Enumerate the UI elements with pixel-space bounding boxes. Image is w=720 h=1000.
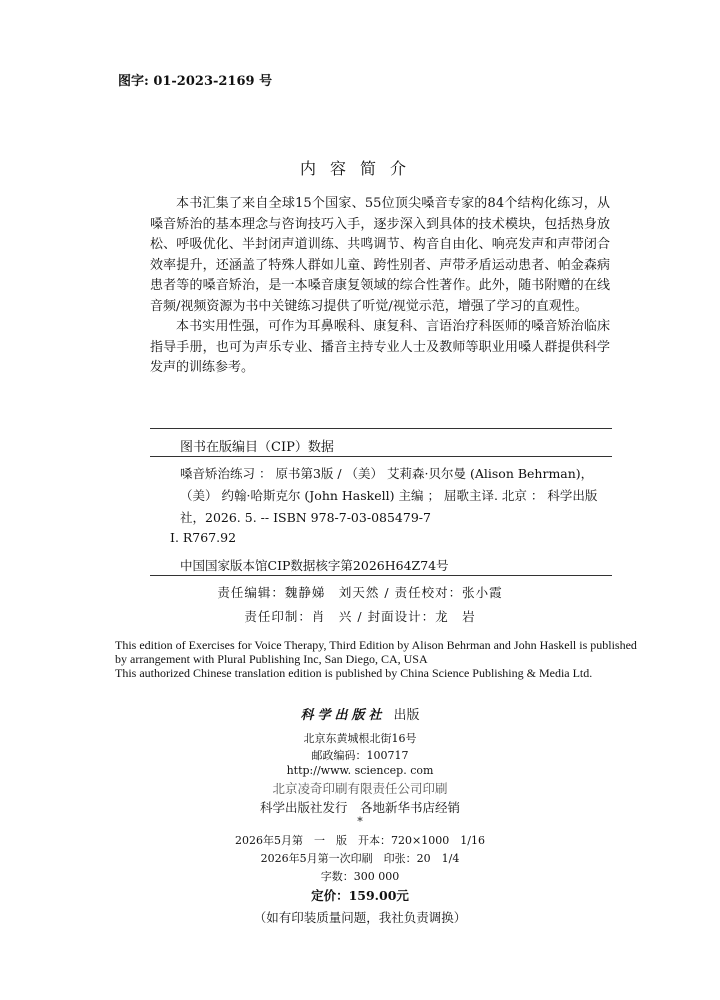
cip-title-rule xyxy=(150,456,612,457)
publisher-postcode: 邮政编码：100717 xyxy=(311,749,409,762)
printer-line: 北京凌奇印刷有限责任公司印刷 xyxy=(272,781,448,796)
distribution-line: 科学出版社发行 各地新华书店经销 xyxy=(259,800,460,815)
registration-number: 图字: 01-2023-2169 号 xyxy=(118,74,273,89)
publisher-suffix: 出版 xyxy=(393,708,420,723)
english-line-3: This authorized Chinese translation edition is published by China Science Publishing & Media Ltd. xyxy=(115,666,593,680)
cip-record xyxy=(150,463,612,529)
english-notice xyxy=(115,638,675,680)
price-line: 定价：159.00元 xyxy=(311,888,409,903)
summary-paragraph-1: 本书汇集了来自全球15个国家、55位顶尖嗓音专家的84个结构化练习，从嗓音矫治的基本理念与咨询技巧入手，逐步深入到具体的技术模块，包括热身放松、呼吸优化、半封闭声道训练、共鸣调节、构音自由化、响亮发声和声带闭合效率提升，还涵盖了特殊人群如儿童、跨性别者、声带矛盾运动患者、帕金森病患者等的嗓音矫治，是一本嗓音康复领域的综合性著作。此外，随书附赠的在线音频/视频资源为书中关键练习提供了听觉/视觉示范，增强了学习的直观性。 xyxy=(150,196,610,314)
summary-paragraph-2: 本书实用性强，可作为耳鼻喉科、康复科、言语治疗科医师的嗓音矫治临床指导手册，也可为声乐专业、播音主持专业人士及教师等职业用嗓人群提供科学发声的训练参考。 xyxy=(150,319,610,375)
wordcount-line: 字数：300 000 xyxy=(320,870,400,883)
cip-title: 图书在版编目（CIP）数据 xyxy=(180,440,334,455)
english-line-1: This edition of Exercises for Voice Therapy, Third Edition by Alison Behrman and John Haskell is published xyxy=(115,638,637,652)
cip-classification: Ⅰ. R767.92 xyxy=(170,530,237,545)
printing-line: 2026年5月第一次印刷 印张：20 1/4 xyxy=(260,852,460,865)
english-line-2: by arrangement with Plural Publishing Inc, San Diego, CA, USA xyxy=(115,652,428,666)
cip-verification: 中国国家版本馆CIP数据核字第2026H64Z74号 xyxy=(180,558,449,573)
summary-title: 内容简介 xyxy=(299,159,420,178)
staff-line-2: 责任印制：肖 兴 / 封面设计：龙 岩 xyxy=(244,609,476,624)
cip-bottom-rule xyxy=(150,575,612,576)
separator-star: * xyxy=(357,815,363,828)
quality-note: （如有印装质量问题，我社负责调换） xyxy=(253,910,467,925)
publisher-line xyxy=(0,704,720,723)
publisher-brand: 科学出版社 xyxy=(300,708,386,723)
publisher-website: http://www. sciencep. com xyxy=(286,764,434,777)
cip-record-text: 嗓音矫治练习 ： 原书第3版 / （美） 艾莉森·贝尔曼 (Alison Behrman)，（美） 约翰·哈斯克尔 (John Haskell) 主编 ； 屈歌主译. 北京 ： 科学出版社，2026. 5. -- ISBN 978-7-03-085479-7 xyxy=(180,466,598,525)
publisher-address: 北京东黄城根北街16号 xyxy=(303,732,417,745)
edition-line: 2026年5月第 一 版 开本：720×1000 1/16 xyxy=(235,834,485,847)
staff-line-1: 责任编辑：魏静娣 刘天然 / 责任校对：张小霞 xyxy=(217,585,503,600)
summary-text xyxy=(150,194,610,379)
cip-top-rule xyxy=(150,428,612,429)
